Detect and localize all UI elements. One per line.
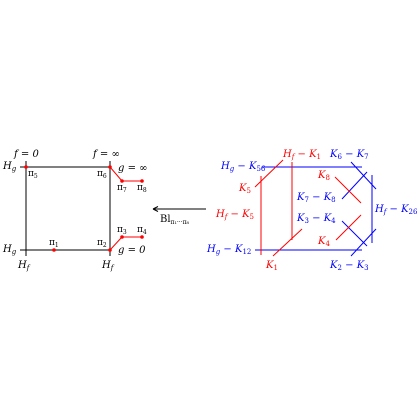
label-g-zero: g = 0 xyxy=(118,245,146,256)
label-hg-k56: $H_g - K_{56}$ xyxy=(221,161,266,173)
label-k2-k3: $K_2 - K_3$ xyxy=(330,260,369,272)
label-pi6: $\pi_6$ xyxy=(97,169,107,180)
red-k8-line xyxy=(335,177,361,203)
right-blowup-diagram xyxy=(206,149,418,272)
label-pi2: $\pi_2$ xyxy=(97,238,107,249)
label-k6-k7: $K_6 - K_7$ xyxy=(330,149,369,161)
label-k7-k8: $K_7 - K_8$ xyxy=(297,192,336,204)
label-hf-k26: $H_f - K_{26}$ xyxy=(375,204,418,216)
label-pi1: $\pi_1$ xyxy=(49,238,59,249)
label-f-inf: f = ∞ xyxy=(93,149,120,160)
label-hg-k12: $H_g - K_{12}$ xyxy=(207,244,252,256)
blue-k7-k8 xyxy=(342,172,367,199)
label-f-zero: f = 0 xyxy=(14,149,39,160)
label-k4: $K_4$ xyxy=(318,236,330,248)
label-hf-left: $H_f$ xyxy=(18,260,30,272)
label-k3-k4: $K_3 - K_4$ xyxy=(297,213,336,225)
label-pi5: $\pi_5$ xyxy=(28,169,38,180)
label-hf-k1: $H_f - K_1$ xyxy=(283,149,322,161)
label-k5: $K_5$ xyxy=(239,183,251,195)
label-g-inf: g = ∞ xyxy=(118,163,148,174)
left-square-diagram xyxy=(2,149,147,272)
label-pi8: $\pi_8$ xyxy=(137,183,147,194)
blowup-arrow xyxy=(153,207,206,227)
label-hf-k5: $H_f - K_5$ xyxy=(216,209,255,221)
point-p2 xyxy=(108,248,112,252)
label-hg-bottom: $H_g$ xyxy=(3,244,17,256)
arrow-label: $Bl_{\pi_1\cdot\cdot\cdot\pi_8}$ xyxy=(160,214,189,226)
label-pi7: $\pi_7$ xyxy=(117,183,127,194)
label-pi4: $\pi_4$ xyxy=(137,225,147,236)
label-k1: $K_1$ xyxy=(266,260,278,272)
label-hg-top: $H_g$ xyxy=(3,161,17,173)
label-pi3: $\pi_3$ xyxy=(117,225,127,236)
label-k8: $K_8$ xyxy=(318,170,330,182)
point-p6 xyxy=(108,165,112,169)
red-k1-line xyxy=(273,229,302,256)
label-hf-right: $H_f$ xyxy=(102,260,114,272)
